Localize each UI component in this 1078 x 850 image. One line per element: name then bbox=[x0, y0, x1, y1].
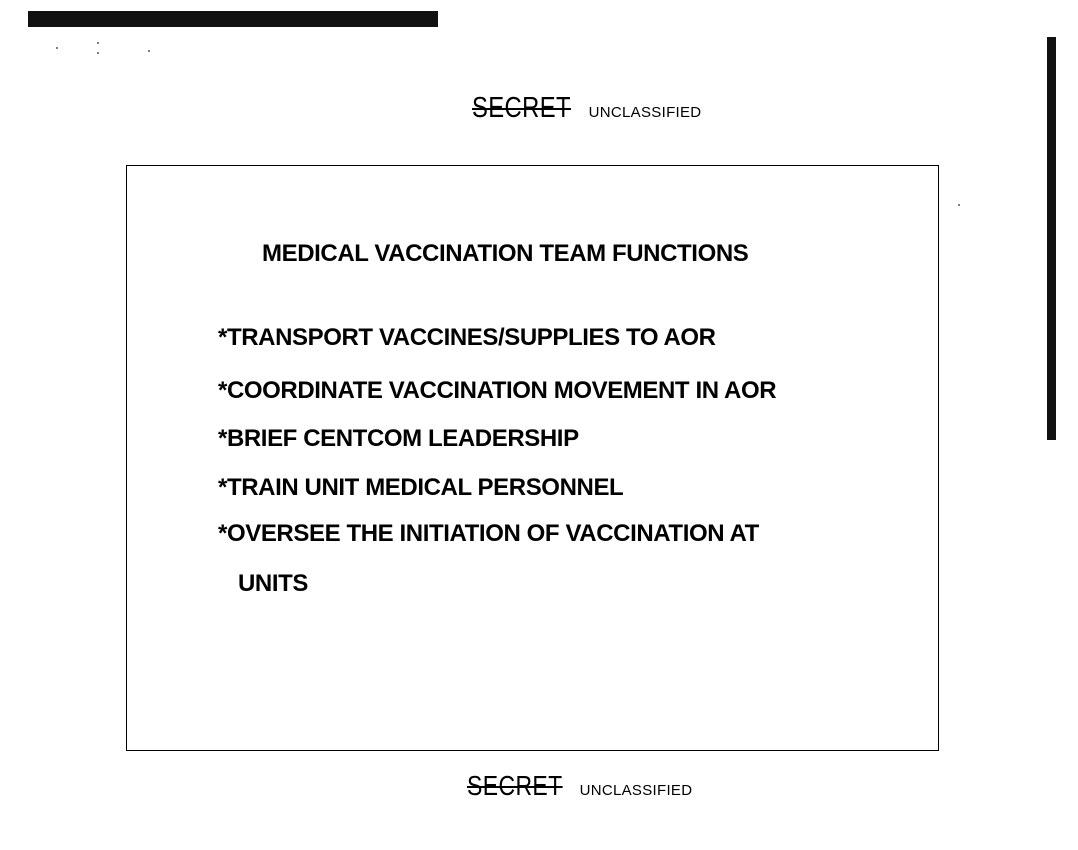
list-item: *TRAIN UNIT MEDICAL PERSONNEL bbox=[218, 474, 624, 501]
list-item: *COORDINATE VACCINATION MOVEMENT IN AOR bbox=[218, 377, 777, 404]
scan-speck bbox=[958, 204, 960, 206]
list-item-continuation: UNITS bbox=[238, 570, 309, 597]
struck-classification: SECRET bbox=[467, 770, 563, 801]
scan-speck bbox=[148, 50, 150, 52]
scan-speck bbox=[97, 42, 99, 44]
scan-speck bbox=[56, 47, 58, 49]
classification-label: UNCLASSIFIED bbox=[588, 104, 702, 121]
classification-marking-top bbox=[472, 92, 701, 125]
list-item: *BRIEF CENTCOM LEADERSHIP bbox=[218, 425, 579, 452]
list-item: *TRANSPORT VACCINES/SUPPLIES TO AOR bbox=[218, 324, 716, 351]
slide-title: MEDICAL VACCINATION TEAM FUNCTIONS bbox=[262, 240, 749, 267]
scan-artifact-top-bar bbox=[28, 11, 438, 27]
scan-artifact-right-bar bbox=[1047, 37, 1056, 440]
classification-marking-bottom bbox=[467, 770, 692, 802]
classification-label: UNCLASSIFIED bbox=[579, 782, 693, 799]
scan-speck bbox=[97, 52, 99, 54]
list-item: *OVERSEE THE INITIATION OF VACCINATION AT bbox=[218, 520, 759, 547]
struck-classification: SECRET bbox=[472, 92, 571, 124]
